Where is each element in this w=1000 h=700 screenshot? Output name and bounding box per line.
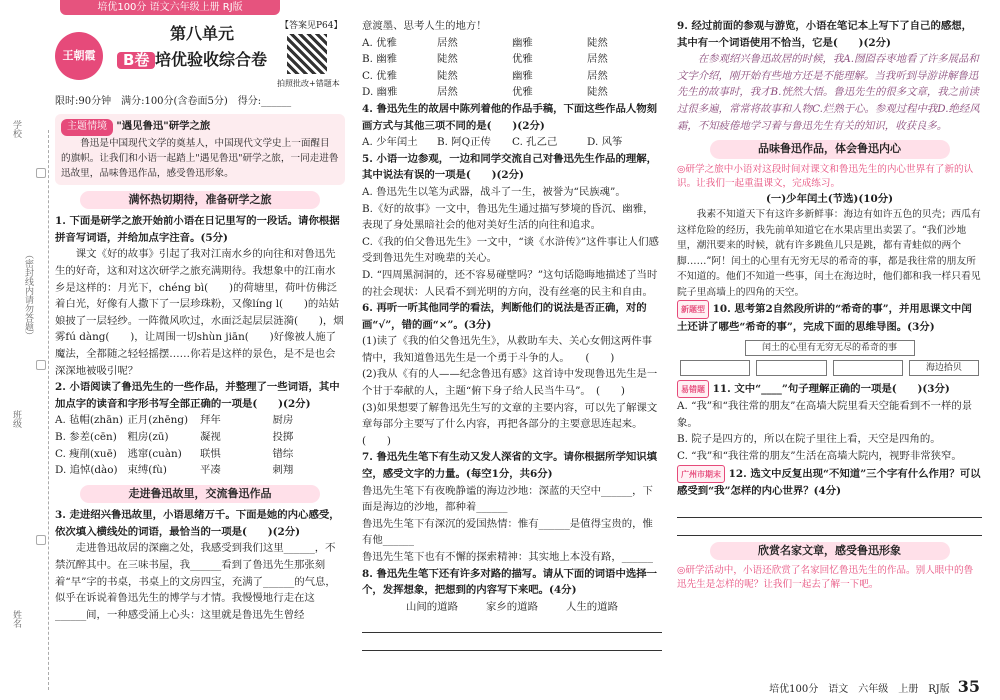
option-row [362,51,662,68]
option-cell: B. 阿Q正传 [437,136,491,149]
page-footer [769,677,980,696]
option-cell: 投掷 [272,430,294,443]
question-8: 8. 鲁迅先生笔下还有许多对路的描写。请从下面的词语中选择一个，发挥想象，把想到的内容写下来吧。(4分) [362,567,658,597]
fill-item: 鲁迅先生笔下有夜晚静谧的海边沙地：深蓝的天空中______，下面是海边的沙地，都种着______ [362,484,653,514]
answer-line[interactable] [677,520,982,536]
question-4-options [362,134,662,151]
option-cell: 优雅 [512,53,533,66]
section-title: 欣赏名家文章，感受鲁迅形象 [710,542,950,561]
option-cell: 陡然 [437,69,458,82]
mindmap-leaves [677,360,982,376]
passage-text: 我素不知道天下有这许多新鲜事：海边有如许五色的贝壳；西瓜有这样危险的经历，我先前单知道它在水果店里出卖罢了。“我们沙地里，潮汛要来的时候，就有许多跳鱼儿只是跳，都有青蛙似的两个脚……”阿！闰土的心里有无穷无尽的希奇的事，都是我往常的朋友所不知道的。他们不知道一些事，闰土在海边时，他们都和我一样只看见院子里高墙上的四角的天空。 [677,209,981,298]
word-choice: 山间的道路 [406,600,458,613]
judge-item: (1)读了《我的伯父鲁迅先生》，从救助车夫、关心女佣这两件事情中，我知道鲁迅先生是一个勇于斗争的人。 ( ) [362,335,653,364]
option-cell: D. 幽雅 [362,86,398,99]
theme-tag: 主题情境 [61,119,113,136]
option-cell: 错综 [272,447,294,460]
name-label: 姓名 [11,610,21,628]
option-cell: 陡然 [587,86,608,99]
option-line: A. 鲁迅先生以笔为武器，战斗了一生，被誉为“民族魂”。 [362,185,626,198]
binding-hole [36,168,46,178]
seal-line [48,130,49,690]
mindmap-leaf: 海边拾贝 [909,360,979,376]
option-cell: B. 幽雅 [362,53,398,66]
column-left [55,18,345,623]
mindmap-leaf[interactable] [833,360,903,376]
binding-hole [36,360,46,370]
question-6: 6. 再听一听其他同学的看法，判断他们的说法是否正确，对的画“√”，错的画“×”。(3分) [362,302,647,331]
option-row [55,446,345,463]
question-9-text: 在参观绍兴鲁迅故居的时候，我A.囫囵吞枣地看了许多展品和文字介绍，刚开始有些地方还是不能理解。当我听到导游讲解鲁迅先生的故事时，我才B.恍然大悟。鲁迅先生的很多文章，我之前读过很多遍，常常将故事和人物C.烂熟于心。参观过程中我D.绝经风霜，不知疲倦地学习着与鲁迅先生有关的知识，收获良多。 [677,53,980,132]
unit-title: 第八单元 [169,24,234,43]
answer-reference: 【答案见P64】 [280,21,343,31]
option-cell: B. 参差(cēn) [55,430,117,443]
qr-caption: 拍照批改+错题本 [277,79,340,88]
question-1: 1. 下面是研学之旅开始前小语在日记里写的一段话。请你根据拼音写词语，并给加点字注音。(5分) [55,215,340,244]
option-cell: 陡然 [437,53,458,66]
option-cell: 联惧 [200,447,221,460]
option-row [362,35,662,52]
option-row [362,68,662,85]
brand-logo: 王朝霞 [55,32,103,80]
option-row [55,462,345,479]
option-cell: 幽雅 [512,36,533,49]
option-row [362,84,662,101]
question-3-continued: 意渡墨、思考人生的地方！ [362,20,487,32]
option-cell: D. 风筝 [587,136,623,149]
fill-item: 鲁迅先生笔下有深沉的爱国热情：惟有______是值得宝贵的，惟有他______ [362,517,653,547]
section-note: ◎研学活动中，小语还欣赏了名家回忆鲁迅先生的作品。别人眼中的鲁迅先生是怎样的呢？让我们一起去了解一下吧。 [677,565,974,591]
question-7-items [362,483,662,566]
question-8-words [362,599,662,616]
exam-meta: 限时:90分钟 满分:100分(含卷面5分) 得分:______ [55,96,292,107]
question-10-text: 10. 思考第2自然段所讲的“希奇的事”，并用思课文中闰土还讲了哪些“希奇的事”，完成下面的思维导图。(3分) [677,303,972,333]
volume-badge: B卷 [117,52,155,69]
reading-note: ◎研学之旅中小语对这段时间对课文和鲁迅先生的内心世界有了新的认识。让我们一起重温课文，完成练习。 [677,163,974,189]
column-middle [362,18,662,653]
mindmap-root [677,340,982,356]
question-12 [677,465,982,500]
judge-item: (2)我从《有的人——纪念鲁迅有感》这首诗中发现鲁迅先生是一个甘于奉献的人，主题“俯下身子给人民当牛马”。 ( ) [362,368,658,398]
option-cell: 幽雅 [512,69,533,82]
question-7: 7. 鲁迅先生笔下有生动又发人深省的文字。请你根据所学知识填空，感受文字的力量。(每空1分，共6分) [362,451,658,481]
option-line: B. 院子是四方的，所以在院子里往上看，天空是四角的。 [677,433,941,446]
option-cell: 正月(zhēng) [127,414,189,427]
option-cell: 平凑 [200,464,221,477]
section-title: 品味鲁迅作品，体会鲁迅内心 [710,140,950,159]
question-10 [677,300,982,335]
qr-code-icon[interactable] [287,34,327,74]
question-12-text: 12. 选文中反复出现“不知道”三个字有什么作用？可以感受到“我”怎样的内心世界？(4分) [677,467,981,498]
fill-item: 鲁迅先生笔下也有不懈的探索精神：其实地上本没有路，______ [362,551,653,563]
exam-header [55,18,345,108]
word-choice: 人生的道路 [566,600,618,613]
exam-title: 培优验收综合卷 [155,50,268,69]
column-right [677,18,982,592]
word-choice: 家乡的道路 [486,600,538,613]
section-title: 走进鲁迅故里，交流鲁迅作品 [80,485,320,504]
question-3-text: 走进鲁迅故居的深幽之处，我感受到我们这里______，不禁沉醉其中。在三味书屋，我______看到了鲁迅先生那张刻着“早”字的书桌，书桌上的文房四宝，充满了______的气息，似乎在诉说着鲁迅先生的博学与才情。我慢慢地行走在这______间，一种感受涌上心头：这里就是鲁迅先生曾经 [55,542,336,621]
theme-text: 鲁迅是中国现代文学的奠基人，中国现代文学史上一面醒目的旗帜。让我们和小语一起踏上"遇见鲁迅"研学之旅，一同走进鲁迅故里，品味鲁迅作品，感受鲁迅形象。 [61,137,339,179]
option-cell: 刺翔 [272,464,294,477]
question-1-text: 课文《好的故事》引起了我对江南水乡的向往和对鲁迅先生的好奇，这和对这次研学之旅充满期待。我想象中的江南水乡是这样的：月光下，chéng bì( )的荷塘里，荷叶仿佛泛着白光，好像有人撒下了一层珍珠粉，又像líng l( )的站姑娘披了一层轻纱。一阵微风吹过，水面泛起层层涟漪( )，烟雾fú dàng( )，让周围一切shùn jiān( )好像被人施了魔法，全都随之轻轻摇摆……你若是这样的景色，是不是也会深深地被吸引呢？ [55,248,344,377]
option-cell: 陡然 [587,36,608,49]
option-cell: A. 少年闰土 [362,136,418,149]
option-line: B.《好的故事》一文中，鲁迅先生通过描写梦境的昏沉、幽雅，表现了身处黑暗社会的他对美好生活的向往和追求。 [362,202,654,232]
question-tag: 新题型 [677,300,709,319]
answer-line[interactable] [362,635,662,651]
option-row [55,412,345,429]
question-2-options [55,412,345,478]
option-cell: 居然 [437,86,458,99]
seal-notice: （密封线内请勿答题） [23,250,33,340]
theme-name: "遇见鲁迅"研学之旅 [116,120,211,132]
judge-item: (3)如果想要了解鲁迅先生写的文章的主要内容，可以先了解课文章每部分主要写了什么内容，再把各部分的主要意思连起来。 ( ) [362,401,659,447]
question-5-options [362,184,662,300]
theme-box [55,114,345,185]
passage-title: (一)少年闰土(节选)(10分) [765,192,894,205]
question-2: 2. 小语阅读了鲁迅先生的一些作品，并整理了一些词语，其中加点字的读音和字形书写全部正确的一项是( )(2分) [55,381,340,410]
option-cell: D. 追悼(dào) [55,464,118,477]
mindmap-leaf[interactable] [680,360,750,376]
answer-line[interactable] [362,617,662,633]
answer-line[interactable] [677,502,982,518]
mindmap-root-box: 闰土的心里有无穷无尽的希奇的事 [745,340,915,356]
page-number: 35 [957,677,980,696]
option-cell: 居然 [587,53,608,66]
option-cell: 逃窜(cuàn) [127,447,182,460]
question-tag: 广州市期末 [677,465,725,484]
option-cell: 居然 [437,36,458,49]
top-banner: 培优100分 语文六年级上册 RJ版 [60,0,280,15]
option-cell: 凝视 [200,430,221,443]
option-cell: A. 优雅 [362,36,397,49]
question-tag: 易错题 [677,380,709,399]
question-11-text: 11. 文中“____”句子理解正确的一项是( )(3分) [712,382,950,395]
footer-text: 培优100分 语文 六年级 上册 RJ版 [769,684,950,695]
option-cell: 粗房(zū) [127,430,169,443]
option-line: A. “我”和“我往常的朋友”在高墙大院里看天空能看到不一样的景象。 [677,400,973,429]
binding-margin [0,20,52,680]
question-3-options [362,35,662,101]
option-cell: A. 毡帽(zhān) [55,414,124,427]
section-title: 满怀热切期待，准备研学之旅 [80,191,320,210]
option-cell: C. 优雅 [362,69,397,82]
option-cell: 厨房 [272,414,294,427]
question-11 [677,380,982,399]
option-cell: 束缚(fù) [127,464,167,477]
question-9: 9. 经过前面的参观与游览，小语在笔记本上写下了自己的感想，其中有一个词语使用不恰当，它是( )(2分) [677,20,973,49]
question-5: 5. 小语一边参观，一边和同学交流自己对鲁迅先生作品的理解，其中说法有误的一项是( )(2分) [362,152,658,182]
question-3: 3. 走进绍兴鲁迅故里，小语思绪万千。下面是她的内心感受，依次填入横线处的词语，最恰当的一项是( )(2分) [55,509,340,538]
option-cell: C. 孔乙己 [512,136,558,149]
option-line: D. “四周黑洞洞的，还不容易碰壁吗？”这句话隐晦地描述了当时的社会现状：人民看不到光明的方向，没有丝毫的民主和自由。 [362,268,658,298]
option-row [55,429,345,446]
option-cell: 拜年 [200,414,221,427]
question-4: 4. 鲁迅先生的故居中陈列着他的作品手稿，下面这些作品人物刻画方式与其他三项不同的是( )(2分) [362,102,658,132]
school-label: 学校 [11,120,21,138]
mindmap-leaf[interactable] [756,360,826,376]
question-6-items [362,333,662,449]
option-cell: 优雅 [512,86,533,99]
option-cell: C. 瘦削(xuē) [55,447,117,460]
option-line: C.《我的伯父鲁迅先生》一文中，“谈《水浒传》”这件事让人们感受到鲁迅先生对晚辈的关心。 [362,235,659,265]
binding-hole [36,535,46,545]
question-11-options [677,398,982,464]
class-label: 班级 [11,410,21,428]
option-line: C. “我”和“我往常的朋友”生活在高墙大院内，视野非常狭窄。 [677,449,962,462]
option-cell: 居然 [587,69,608,82]
